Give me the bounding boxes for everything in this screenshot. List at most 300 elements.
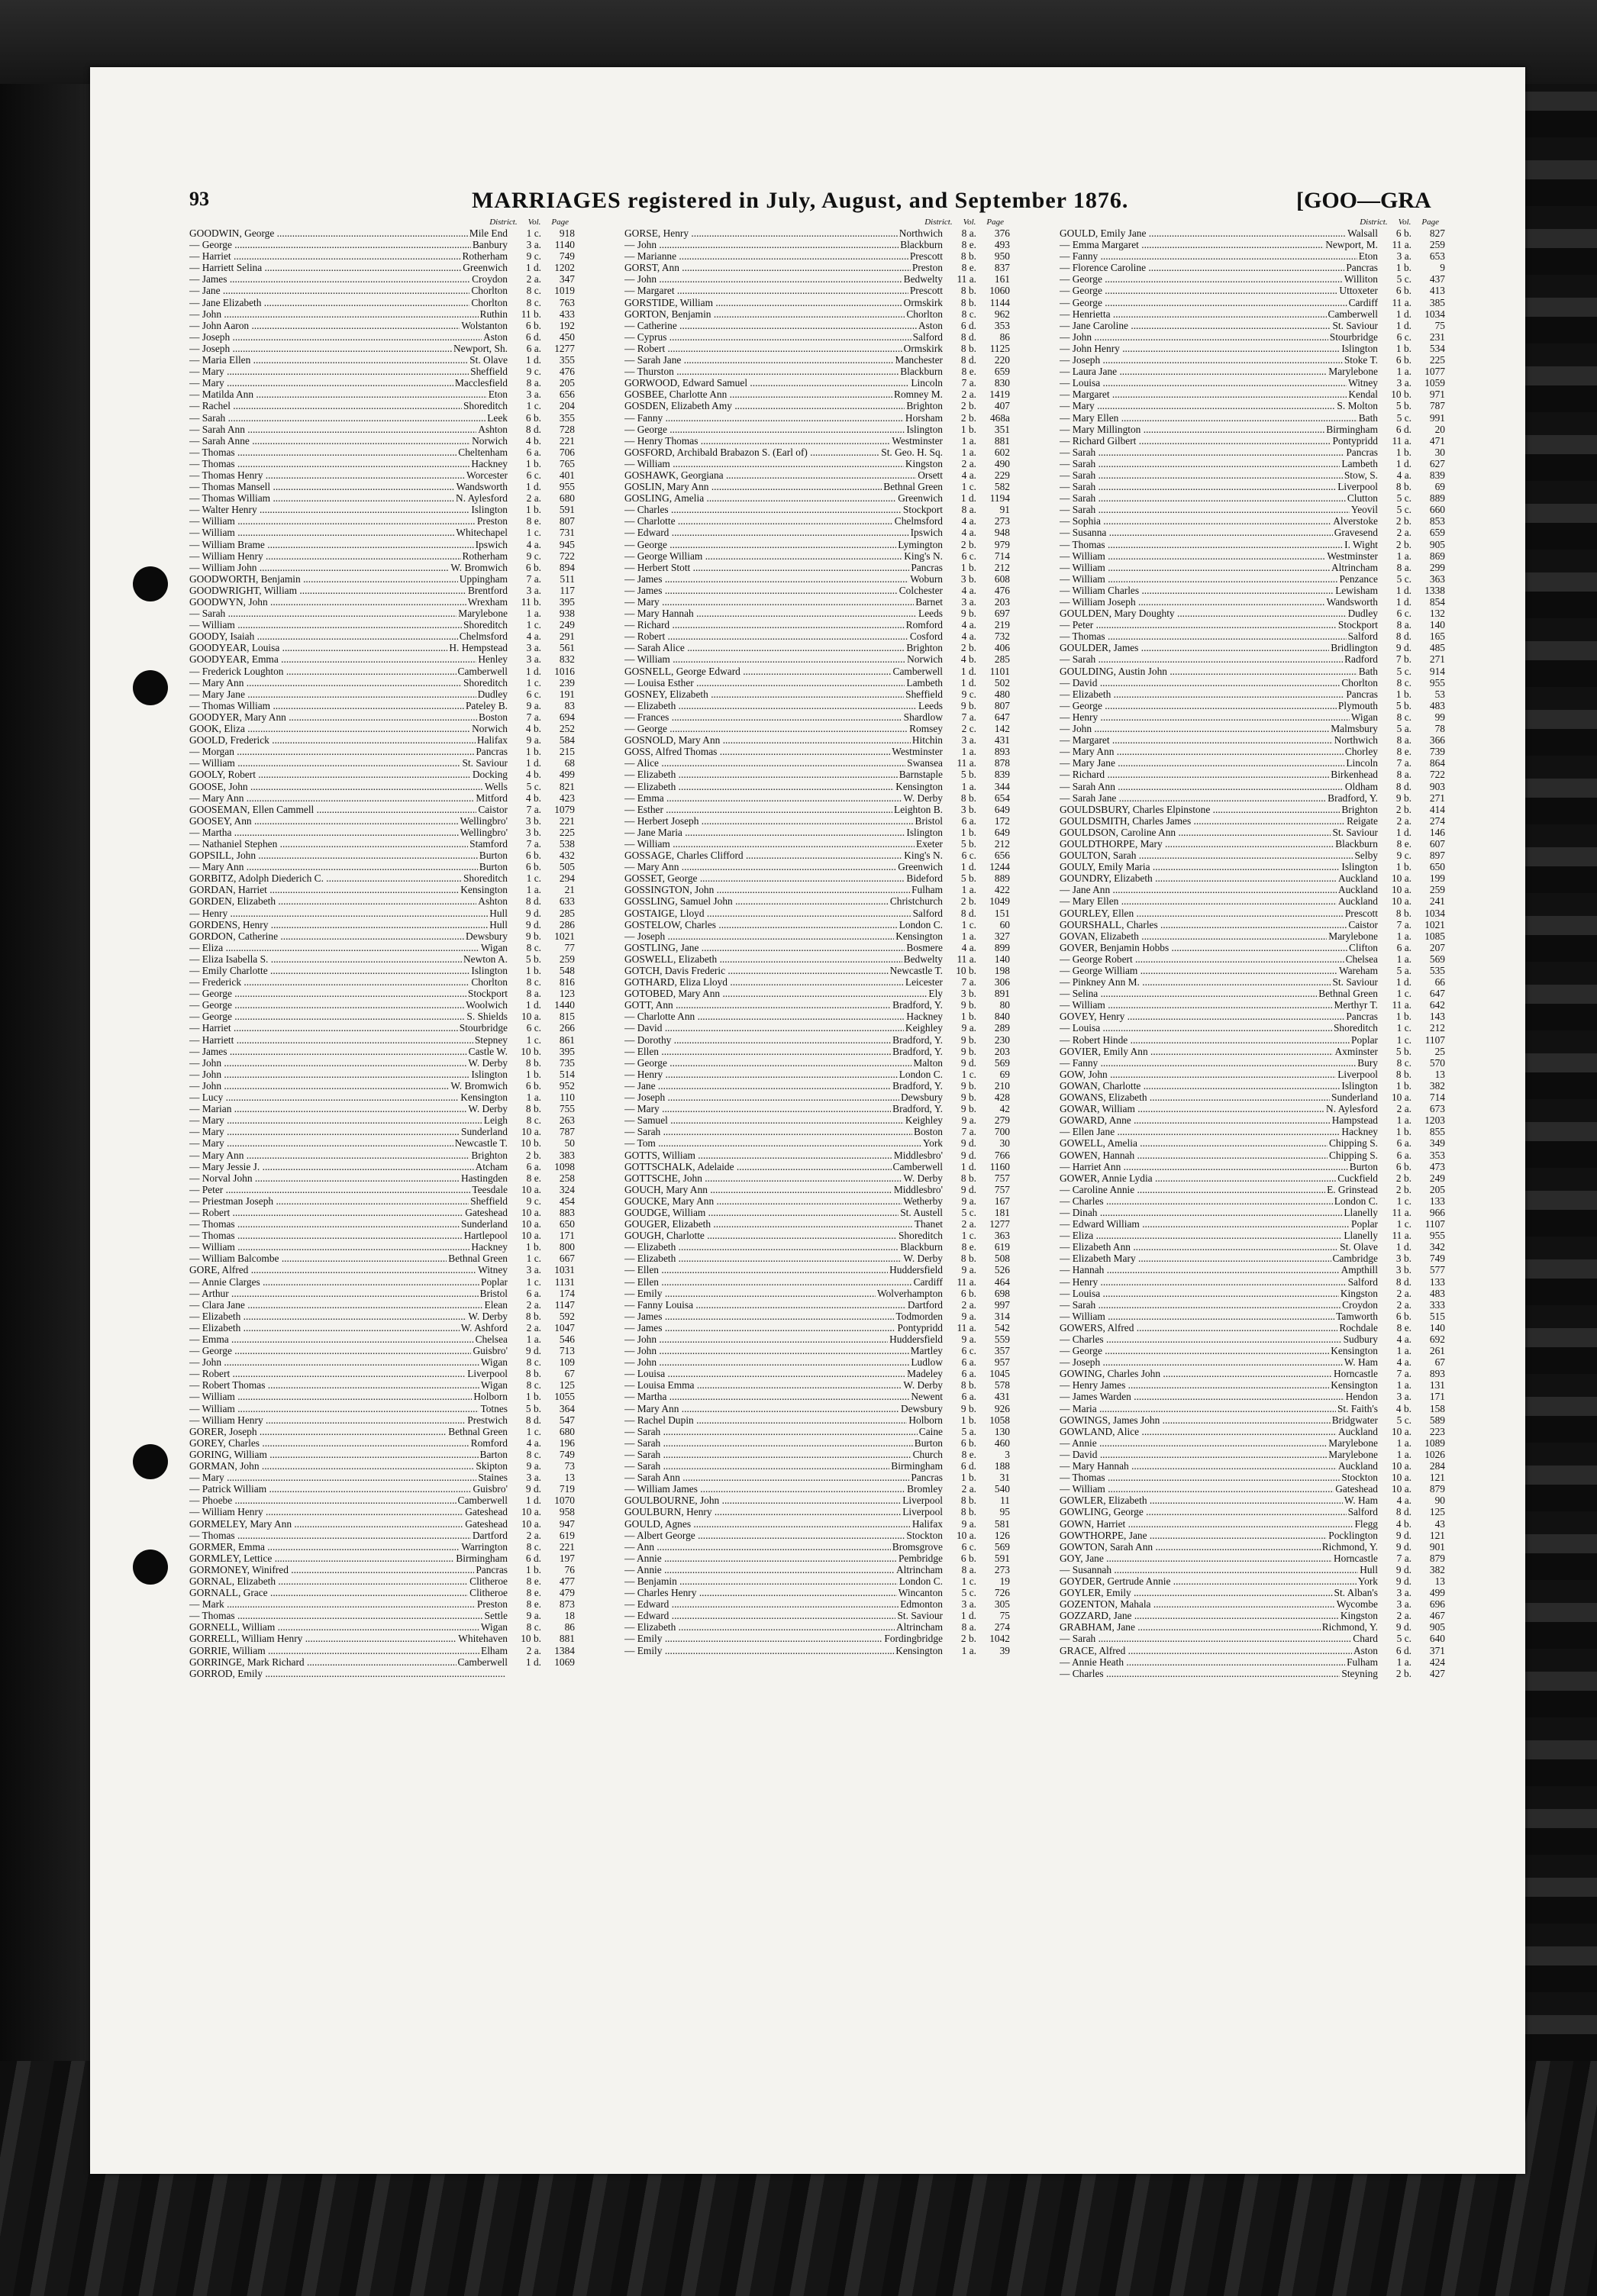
entry-page: 1160 xyxy=(989,1160,1010,1172)
entry-volume: 3 a. xyxy=(1396,250,1411,263)
entry-district: Woolwich xyxy=(466,999,508,1011)
index-entry xyxy=(624,1288,1010,1299)
entry-name: — Fanny ..... xyxy=(1060,250,1357,262)
entry-page: 210 xyxy=(994,1079,1010,1092)
entry-name: GOSNOLD, Mary Ann ..... xyxy=(624,734,911,746)
entry-district: Caistor xyxy=(478,803,508,815)
entry-volume: 8 d. xyxy=(1395,630,1411,643)
index-entry xyxy=(624,308,1010,320)
entry-name: — Clara Jane ..... xyxy=(189,1299,483,1311)
entry-volume: 5 c. xyxy=(1396,1633,1411,1645)
entry-name: — Robert Thomas ..... xyxy=(189,1379,479,1391)
entry-volume: 9 b. xyxy=(1395,792,1411,804)
index-entry xyxy=(189,653,575,665)
entry-volume: 1 d. xyxy=(1395,308,1411,320)
entry-district: St. Saviour xyxy=(1332,319,1378,331)
entry-volume: 10 a. xyxy=(521,1517,541,1530)
entry-district: Pancras xyxy=(1346,262,1378,274)
index-entry xyxy=(1060,273,1445,285)
entry-volume: 3 b. xyxy=(525,826,541,838)
entry-page: 471 xyxy=(1429,434,1445,447)
entry-name: — Marian ..... xyxy=(189,1103,466,1114)
entry-page: 126 xyxy=(994,1529,1010,1541)
index-entry xyxy=(189,1172,575,1184)
entry-name: — James ..... xyxy=(189,273,470,285)
entry-name: — Sarah Jane ..... xyxy=(624,354,894,366)
entry-volume: 8 e. xyxy=(526,1172,541,1184)
entry-volume: 11 a. xyxy=(957,953,976,965)
entry-name: — Thomas ..... xyxy=(189,1218,460,1230)
entry-name: — George ..... xyxy=(1060,700,1337,711)
entry-page: 39 xyxy=(999,1644,1010,1656)
entry-district: St. Saviour xyxy=(1332,976,1378,988)
entry-name: — John ..... xyxy=(189,1080,449,1092)
entry-page: 827 xyxy=(1429,227,1445,239)
entry-page: 13 xyxy=(1434,1068,1445,1080)
entry-page: 1140 xyxy=(554,239,575,251)
index-entry xyxy=(624,1103,1010,1114)
index-entry xyxy=(189,1633,575,1644)
entry-name: — George ..... xyxy=(624,539,896,550)
entry-district: Marylebone xyxy=(1328,366,1378,378)
entry-page: 231 xyxy=(1429,331,1445,343)
entry-volume: 8 d. xyxy=(1395,1506,1411,1518)
entry-name: GOULDSMITH, Charles James ..... xyxy=(1060,815,1345,827)
index-entry xyxy=(1060,527,1445,538)
entry-district: King's N. xyxy=(904,550,943,562)
index-entry xyxy=(1060,1656,1445,1668)
entry-volume: 2 a. xyxy=(1396,1287,1411,1299)
index-entry xyxy=(1060,447,1445,458)
entry-volume: 1 d. xyxy=(960,1160,976,1172)
entry-page: 1144 xyxy=(989,296,1010,308)
entry-district: Uppingham xyxy=(459,572,508,585)
entry-page: 722 xyxy=(559,550,575,562)
index-entry xyxy=(624,757,1010,769)
index-entry xyxy=(1060,343,1445,354)
entry-district: Exeter xyxy=(916,837,943,850)
entry-district: Altrincham xyxy=(896,1563,943,1575)
entry-page: 1060 xyxy=(989,285,1010,297)
entry-district: York xyxy=(1357,1575,1378,1587)
entry-district: Liverpool xyxy=(1337,1068,1378,1080)
entry-district: Prescott xyxy=(909,250,943,263)
entry-name: — Sarah ..... xyxy=(1060,447,1344,458)
entry-volume: 4 a. xyxy=(961,515,976,527)
entry-district: Chelsea xyxy=(1345,953,1378,965)
entry-volume: 8 b. xyxy=(525,1056,541,1069)
entry-volume: 9 d. xyxy=(1395,1540,1411,1553)
entry-district: Croydon xyxy=(1342,1298,1378,1311)
entry-district: Burton xyxy=(914,1437,943,1449)
index-entry xyxy=(189,619,575,630)
entry-name: — Frederick ..... xyxy=(189,976,469,988)
index-entry xyxy=(624,515,1010,527)
entry-page: 739 xyxy=(1429,746,1445,758)
entry-volume: 9 b. xyxy=(960,1092,976,1104)
entry-name: GOY, Jane ..... xyxy=(1060,1553,1332,1564)
entry-name: — Dinah ..... xyxy=(1060,1207,1342,1218)
entry-district: Plymouth xyxy=(1337,699,1378,711)
index-entry xyxy=(1060,872,1445,884)
entry-district: Marylebone xyxy=(1328,1437,1378,1449)
entry-district: Kensington xyxy=(895,1644,943,1656)
index-entry xyxy=(189,1587,575,1598)
entry-volume: 8 a. xyxy=(961,1621,976,1633)
entry-page: 700 xyxy=(994,1126,1010,1138)
entry-name: — Sophia ..... xyxy=(1060,515,1331,527)
entry-name: — Jane Maria ..... xyxy=(624,827,905,838)
entry-page: 357 xyxy=(994,1345,1010,1357)
entry-volume: 5 c. xyxy=(1396,572,1411,585)
entry-name: — Elizabeth ..... xyxy=(1060,688,1344,700)
entry-district: Chelmsford xyxy=(894,515,943,527)
index-entry xyxy=(624,884,1010,895)
entry-page: 366 xyxy=(1429,734,1445,747)
index-entry xyxy=(189,1518,575,1530)
entry-volume: 8 d. xyxy=(525,423,541,435)
entry-page: 1131 xyxy=(554,1275,575,1288)
index-entry xyxy=(624,1506,1010,1517)
entry-district: Rotherham xyxy=(462,550,508,562)
entry-name: — Fanny Louisa ..... xyxy=(624,1299,906,1311)
entry-name: — Martha ..... xyxy=(189,827,459,838)
entry-name: — Mary ..... xyxy=(624,596,914,608)
entry-name: — Fanny ..... xyxy=(1060,1057,1356,1069)
index-entry xyxy=(1060,976,1445,988)
entry-name: — Robert Hinde ..... xyxy=(1060,1034,1350,1046)
entry-name: — Frederick Loughton ..... xyxy=(189,666,457,677)
entry-volume: 5 b. xyxy=(960,837,976,850)
entry-name: — Elizabeth ..... xyxy=(624,769,898,780)
entry-page: 212 xyxy=(994,561,1010,573)
entry-volume: 6 a. xyxy=(961,1368,976,1380)
entry-volume: 8 e. xyxy=(961,262,976,274)
index-entry xyxy=(189,308,575,320)
entry-name: — Annie ..... xyxy=(624,1553,897,1564)
entry-volume: 1 a. xyxy=(526,1092,541,1104)
entry-volume: 1 c. xyxy=(526,1034,541,1046)
entry-name: — Martha ..... xyxy=(624,1391,909,1402)
entry-district: Hackney xyxy=(1341,1126,1378,1138)
entry-name: — Mary Ann ..... xyxy=(189,861,478,872)
entry-name: GOSFORD, Archibald Brabazon S. (Earl of) ..... xyxy=(624,447,879,458)
entry-page: 938 xyxy=(559,608,575,620)
index-entry xyxy=(1060,1668,1445,1679)
entry-name: GOWARD, Anne ..... xyxy=(1060,1114,1331,1126)
entry-name: — William John ..... xyxy=(189,562,449,573)
entry-district: Oldham xyxy=(1344,780,1378,792)
entry-name: — John Henry ..... xyxy=(1060,343,1340,354)
entry-volume: 10 b. xyxy=(521,1137,541,1150)
entry-name: — Eliza ..... xyxy=(189,942,479,953)
entry-page: 286 xyxy=(559,918,575,930)
entry-volume: 10 a. xyxy=(521,1218,541,1230)
entry-page: 918 xyxy=(559,227,575,239)
entry-name: — George ..... xyxy=(1060,285,1337,296)
entry-page: 196 xyxy=(559,1437,575,1449)
entry-page: 592 xyxy=(559,1310,575,1322)
entry-name: — Emma Margaret ..... xyxy=(1060,239,1324,250)
entry-page: 279 xyxy=(994,1114,1010,1127)
entry-page: 413 xyxy=(1429,285,1445,297)
index-entry xyxy=(624,1311,1010,1322)
entry-district: King's N. xyxy=(904,850,943,862)
entry-district: Burton xyxy=(479,850,508,862)
index-entry xyxy=(624,527,1010,538)
entry-volume: 7 a. xyxy=(526,711,541,723)
entry-name: — William ..... xyxy=(189,1403,479,1414)
index-entry xyxy=(1060,1345,1445,1356)
entry-page: 259 xyxy=(1429,239,1445,251)
entry-name: — Elizabeth ..... xyxy=(624,700,917,711)
entry-name: — William ..... xyxy=(189,527,454,538)
entry-volume: 4 b. xyxy=(1395,1517,1411,1530)
entry-page: 25 xyxy=(1434,1045,1445,1057)
entry-volume: 8 a. xyxy=(526,377,541,389)
entry-name: GOSSAGE, Charles Clifford ..... xyxy=(624,850,902,861)
entry-page: 945 xyxy=(559,538,575,550)
index-entry xyxy=(624,1472,1010,1483)
entry-district: Preston xyxy=(476,1598,508,1611)
entry-page: 140 xyxy=(994,953,1010,965)
entry-district: York xyxy=(922,1137,943,1150)
index-entry xyxy=(189,435,575,447)
index-entry xyxy=(189,792,575,804)
entry-district: Stockport xyxy=(902,504,943,516)
entry-name: GORMAN, John ..... xyxy=(189,1460,474,1472)
entry-name: GORRELL, William Henry ..... xyxy=(189,1633,457,1644)
index-entry xyxy=(624,827,1010,838)
entry-district: St. Alban's xyxy=(1334,1587,1378,1599)
entry-district: Dudley xyxy=(477,688,508,700)
entry-volume: 10 a. xyxy=(1391,1460,1411,1472)
entry-name: — Thomas William ..... xyxy=(189,700,464,711)
entry-name: — Robert ..... xyxy=(189,1207,463,1218)
entry-name: — Joseph ..... xyxy=(1060,354,1343,366)
index-entry xyxy=(624,297,1010,308)
index-entry xyxy=(624,250,1010,262)
entry-district: Wigan xyxy=(480,941,508,953)
entry-volume: 6 b. xyxy=(1395,1160,1411,1172)
entry-district: Cosford xyxy=(909,630,943,643)
index-entry xyxy=(1060,262,1445,273)
entry-name: GORBITZ, Adolph Diederich C. ..... xyxy=(189,872,462,884)
entry-district: N. Aylesford xyxy=(456,492,508,505)
entry-page: 483 xyxy=(1429,699,1445,711)
entry-name: — Thomas William ..... xyxy=(189,492,454,504)
index-entry xyxy=(624,400,1010,411)
entry-page: 493 xyxy=(994,239,1010,251)
entry-page: 1069 xyxy=(554,1656,575,1668)
entry-district: Romford xyxy=(905,619,943,631)
entry-name: GOULDING, Austin John ..... xyxy=(1060,666,1357,677)
entry-page: 952 xyxy=(559,1079,575,1092)
entry-district: Boston xyxy=(479,711,508,723)
entry-page: 584 xyxy=(559,734,575,747)
entry-volume: 8 c. xyxy=(1396,711,1411,723)
index-entry xyxy=(624,1046,1010,1057)
entry-district: Camberwell xyxy=(457,665,508,677)
entry-district: Wycombe xyxy=(1336,1598,1378,1611)
index-entry xyxy=(1060,1621,1445,1633)
entry-volume: 10 a. xyxy=(1391,1092,1411,1104)
index-entry xyxy=(624,1253,1010,1264)
entry-page: 569 xyxy=(994,1540,1010,1553)
entry-page: 578 xyxy=(994,1379,1010,1391)
entry-page: 619 xyxy=(559,1529,575,1541)
entry-volume: 2 b. xyxy=(525,1149,541,1161)
entry-district: Axminster xyxy=(1334,1045,1378,1057)
entry-volume: 5 c. xyxy=(1396,273,1411,285)
entry-district: Salford xyxy=(1347,630,1378,643)
entry-page: 1101 xyxy=(989,665,1010,677)
entry-name: — George William ..... xyxy=(624,550,902,562)
entry-page: 215 xyxy=(559,746,575,758)
entry-volume: 2 a. xyxy=(1396,527,1411,539)
index-entry xyxy=(1060,1518,1445,1530)
entry-name: GORMLEY, Lettice ..... xyxy=(189,1553,454,1564)
index-entry xyxy=(1060,1645,1445,1656)
entry-volume: 1 b. xyxy=(525,965,541,976)
entry-page: 642 xyxy=(1429,999,1445,1011)
entry-district: Stockton xyxy=(906,1529,943,1541)
index-entry xyxy=(624,965,1010,976)
entry-volume: 4 a. xyxy=(1396,1333,1411,1345)
entry-name: — Eliza Isabella S. ..... xyxy=(189,953,462,965)
index-entry xyxy=(624,273,1010,285)
entry-page: 1042 xyxy=(989,1633,1010,1645)
entry-page: 955 xyxy=(1429,1230,1445,1242)
entry-district: Leek xyxy=(487,411,508,424)
entry-page: 75 xyxy=(1434,319,1445,331)
index-entry xyxy=(1060,1483,1445,1495)
entry-volume: 1 c. xyxy=(526,1275,541,1288)
entry-page: 67 xyxy=(564,1368,575,1380)
entry-name: — George ..... xyxy=(189,239,471,250)
entry-name: — Henrietta ..... xyxy=(1060,308,1327,320)
entry-name: — Mary Hannah ..... xyxy=(1060,1460,1337,1472)
entry-volume: 8 c. xyxy=(526,285,541,297)
entry-district: St. Faith's xyxy=(1337,1402,1378,1414)
entry-name: GORDON, Catherine ..... xyxy=(189,930,464,942)
entry-page: 351 xyxy=(994,423,1010,435)
index-entry xyxy=(1060,850,1445,861)
entry-volume: 9 d. xyxy=(960,1137,976,1150)
entry-name: GORMER, Emma ..... xyxy=(189,1541,460,1553)
entry-district: I. Wight xyxy=(1344,538,1378,550)
entry-name: — William Henry ..... xyxy=(189,1414,466,1426)
entry-name: — Richard ..... xyxy=(624,619,905,630)
entry-page: 199 xyxy=(1429,872,1445,885)
entry-volume: 11 a. xyxy=(1392,1230,1411,1242)
index-entry xyxy=(189,1046,575,1057)
entry-district: Penzance xyxy=(1339,572,1378,585)
entry-district: Huddersfield xyxy=(889,1264,943,1276)
entry-volume: 2 a. xyxy=(1396,1103,1411,1115)
entry-name: — Morgan ..... xyxy=(189,746,474,757)
index-entry xyxy=(1060,435,1445,447)
entry-volume: 7 a. xyxy=(961,1126,976,1138)
entry-page: 68 xyxy=(564,757,575,769)
entry-name: — Jane ..... xyxy=(189,285,469,296)
entry-district: Hitchin xyxy=(911,734,943,747)
entry-district: Burton xyxy=(479,861,508,873)
entry-district: Malton xyxy=(913,1056,943,1069)
entry-volume: 5 a. xyxy=(1396,965,1411,976)
entry-name: — James ..... xyxy=(624,585,898,596)
index-entry xyxy=(189,1530,575,1541)
entry-district: Camberwell xyxy=(892,1160,943,1172)
entry-volume: 8 e. xyxy=(526,1587,541,1599)
entry-name: GOUGER, Elizabeth ..... xyxy=(624,1218,913,1230)
entry-page: 673 xyxy=(1429,1103,1445,1115)
entry-volume: 2 a. xyxy=(961,389,976,401)
entry-name: — Louisa ..... xyxy=(1060,1288,1339,1299)
entry-volume: 4 b. xyxy=(1395,1402,1411,1414)
page-number: 93 xyxy=(189,188,209,210)
entry-volume: 4 a. xyxy=(1396,1356,1411,1369)
entry-page: 50 xyxy=(564,1137,575,1150)
entry-page: 437 xyxy=(1429,273,1445,285)
index-entry xyxy=(189,1299,575,1311)
entry-page: 344 xyxy=(994,780,1010,792)
entry-page: 726 xyxy=(994,1587,1010,1599)
entry-district: Leeds xyxy=(918,699,943,711)
entry-page: 476 xyxy=(994,584,1010,596)
entry-name: GOWTON, Sarah Ann ..... xyxy=(1060,1541,1321,1553)
entry-page: 333 xyxy=(1429,1298,1445,1311)
entry-page: 667 xyxy=(559,1253,575,1265)
index-entry xyxy=(624,1426,1010,1437)
entry-volume: 7 b. xyxy=(1395,653,1411,666)
entry-volume: 8 d. xyxy=(525,895,541,908)
index-entry xyxy=(189,1092,575,1103)
index-entry xyxy=(189,527,575,538)
entry-name: — Mary ..... xyxy=(189,377,453,389)
entry-name: — Louisa ..... xyxy=(1060,1022,1332,1034)
entry-page: 891 xyxy=(994,988,1010,1000)
entry-volume: 8 c. xyxy=(526,1448,541,1460)
entry-volume: 4 a. xyxy=(961,527,976,539)
entry-volume: 1 c. xyxy=(526,676,541,688)
entry-volume: 8 e. xyxy=(961,1448,976,1460)
entry-page: 171 xyxy=(1429,1391,1445,1403)
index-entry xyxy=(189,320,575,331)
entry-district: Sheffield xyxy=(905,688,943,700)
entry-name: — John ..... xyxy=(189,308,479,320)
entry-district: Preston xyxy=(476,515,508,527)
index-entry xyxy=(624,1345,1010,1356)
entry-volume: 1 b. xyxy=(1395,688,1411,700)
entry-name: GOOSE, John ..... xyxy=(189,781,483,792)
index-entry xyxy=(189,872,575,884)
entry-page: 43 xyxy=(1434,1517,1445,1530)
entry-page: 221 xyxy=(559,1540,575,1553)
entry-volume: 9 b. xyxy=(960,608,976,620)
index-entry xyxy=(624,447,1010,458)
entry-volume: 4 a. xyxy=(961,941,976,953)
entry-volume: 3 a. xyxy=(1396,377,1411,389)
entry-district: Kensington xyxy=(1331,1379,1378,1391)
entry-page: 110 xyxy=(560,1092,575,1104)
index-entry xyxy=(1060,539,1445,550)
entry-page: 1059 xyxy=(1424,377,1445,389)
entry-name: — William ..... xyxy=(189,1241,469,1253)
entry-district: Birmingham xyxy=(456,1552,508,1564)
entry-district: Sunderland xyxy=(461,1126,508,1138)
entry-district: Yeovil xyxy=(1350,504,1378,516)
